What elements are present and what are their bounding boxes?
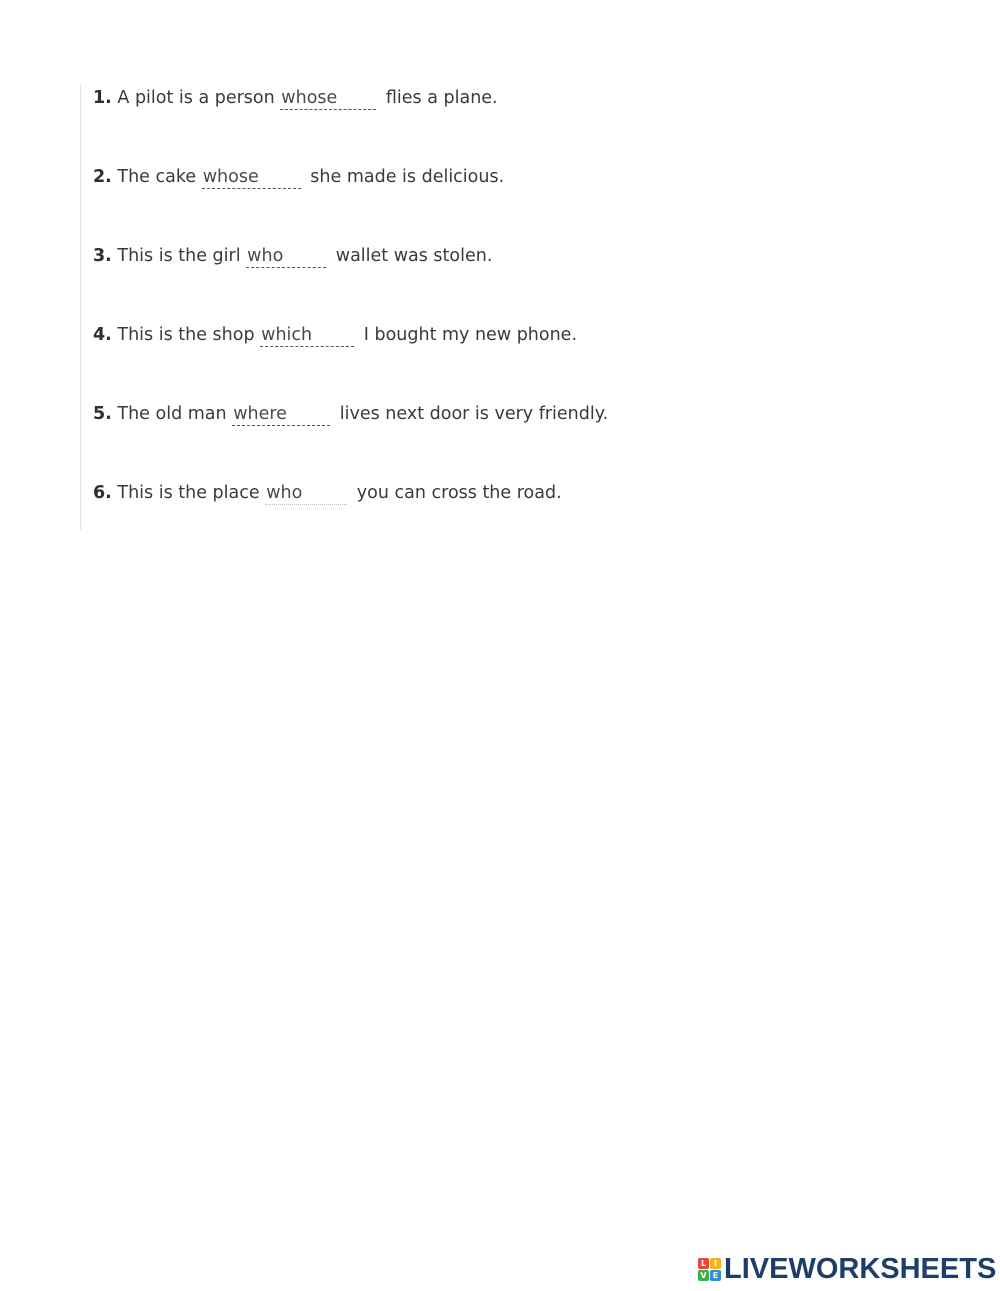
item-number: 1.: [93, 88, 112, 108]
answer-blank-input[interactable]: who: [265, 482, 347, 505]
item-number: 5.: [93, 404, 112, 424]
exercise-item-5: [93, 400, 713, 479]
answer-blank-input[interactable]: who: [246, 245, 326, 268]
logo-block-e: E: [710, 1270, 721, 1281]
exercise-item-3: [93, 242, 713, 321]
item-number: 3.: [93, 246, 112, 266]
logo-wordmark: LIVEWORKSHEETS: [724, 1252, 997, 1285]
left-margin-rule: [80, 85, 81, 530]
exercise-item-6: [93, 479, 713, 558]
sentence-before: This is the place: [117, 483, 260, 503]
exercise-list: [93, 84, 713, 558]
exercise-item-4: [93, 321, 713, 400]
sentence-after: wallet was stolen.: [335, 246, 493, 266]
exercise-item-2: [93, 163, 713, 242]
sentence-after: she made is delicious.: [310, 167, 505, 187]
answer-blank-input[interactable]: whose: [202, 166, 301, 189]
sentence-before: The old man: [117, 404, 227, 424]
answer-blank-input[interactable]: where: [232, 403, 330, 426]
logo-block-i: I: [710, 1258, 721, 1269]
item-number: 4.: [93, 325, 112, 345]
sentence-after: flies a plane.: [385, 88, 498, 108]
logo-block-v: V: [698, 1270, 709, 1281]
sentence-before: A pilot is a person: [117, 88, 275, 108]
live-blocks-icon: [698, 1258, 721, 1281]
sentence-before: The cake: [117, 167, 197, 187]
sentence-after: you can cross the road.: [356, 483, 562, 503]
answer-blank-input[interactable]: which: [260, 324, 354, 347]
logo-block-l: L: [698, 1258, 709, 1269]
sentence-before: This is the girl: [117, 246, 241, 266]
sentence-after: I bought my new phone.: [363, 325, 578, 345]
answer-blank-input[interactable]: whose: [280, 87, 376, 110]
item-number: 6.: [93, 483, 112, 503]
sentence-after: lives next door is very friendly.: [339, 404, 609, 424]
exercise-item-1: [93, 84, 713, 163]
liveworksheets-logo: [698, 1253, 996, 1285]
sentence-before: This is the shop: [117, 325, 255, 345]
item-number: 2.: [93, 167, 112, 187]
